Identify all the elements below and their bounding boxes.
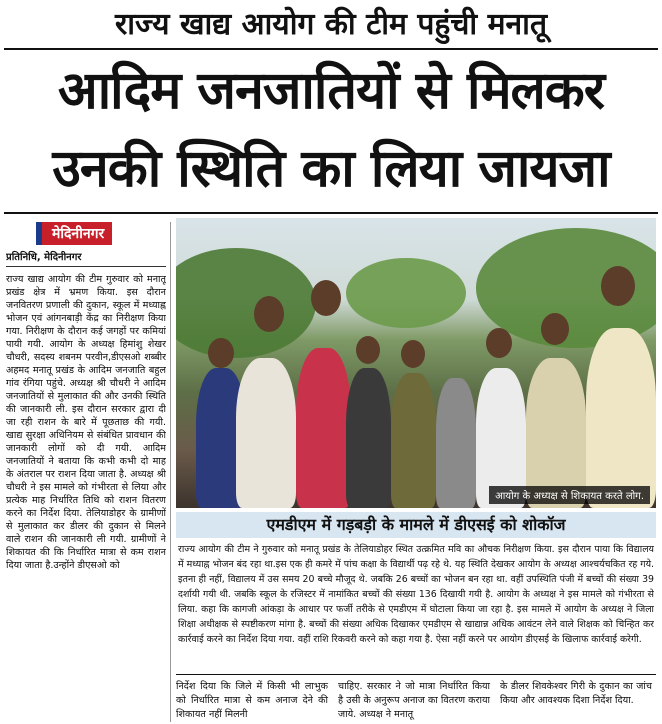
column-text-2: चाहिए. सरकार ने जो मात्रा निर्धारित किया है उसी के अनुरूप अनाज का वितरण कराया जाये. अध्यक्ष ने मनातू	[338, 681, 490, 720]
byline: प्रतिनिधि, मेदिनीनगर	[6, 249, 166, 267]
article-body: राज्य खाद्य आयोग की टीम गुरुवार को मनातू प्रखंड क्षेत्र में भ्रमण किया. इस दौरान जनवितरण प्रणाली की दुकान, स्कूल में मध्याह्न भोजन एवं आंगनबाड़ी केंद्र का निरीक्षण किया गया. निरीक्षण के दौरान कई जगहों पर कमियां पायी गयी. आयोग के अध्यक्ष हिमांशु शेखर चौधरी, सदस्य शबनम परवीन,डीएसओ शब्बीर अहमद मनातू प्रखंड के आदिम जनजाति बहुल गांव रंगिया पहुंचे. अध्यक्ष श्री चौधरी ने आदिम जनजातियों से मुलाकात की और उनकी स्थिति की जानकारी ली. इस दौरान सरकार द्वारा दी जा रही राशन के बारे में पूछताछ की गयी. खाद्य सुरक्षा अधिनियम से संबंधित प्रावधान की जानकारी लोगों को दी गयी. आदिम जनजातियों ने बताया कि कभी कभी दो माह के अंतराल पर राशन दिया जाता है. अध्यक्ष श्री चौधरी ने इस मामले को गंभीरता से लिया और प्रत्येक माह निर्धारित तिथि को राशन वितरण करने का निर्देश दिया. तेलियाडोहर के ग्रामीणों से मुलाकात कर डीलर की दुकान से मिलने वाले राशन की जानकारी ली गयी. ग्रामीणों ने शिकायत की कि निर्धारित मात्रा से कम राशन दिया जाता है.उन्होंने डीएसओ को	[6, 274, 166, 571]
bottom-columns	[176, 680, 656, 724]
divider	[4, 48, 658, 50]
divider	[176, 674, 656, 675]
news-photo	[176, 218, 656, 508]
headline-line-2: उनकी स्थिति का लिया जायजा	[52, 139, 610, 199]
divider	[4, 212, 658, 214]
column-text-1: निर्देश दिया कि जिले में किसी भी लाभुक को निर्धारित मात्रा से कम अनाज देने की शिकायत नहीं मिलनी	[176, 681, 328, 720]
sub-headline: एमडीएम में गड़बड़ी के मामले में डीएसई को शोकॉज	[176, 512, 656, 538]
column-text-3: के डीलर शिवकेश्वर गिरी के दुकान का जांच किया और आवश्यक दिशा निर्देश दिया.	[500, 681, 652, 706]
main-headline	[4, 52, 658, 208]
dateline-badge: मेदिनीनगर	[36, 222, 112, 245]
sub-article-body: राज्य आयोग की टीम ने गुरुवार को मनातू प्रखंड के तेलियाडोहर स्थित उत्क्रमित मवि का औचक निरीक्षण किया. इस दौरान पाया कि विद्यालय में मध्याह्न भोजन बंद रहा था.इस एक ही कमरे में पांच कक्षा के विद्यार्थी पढ़ रहे थे. यह स्थिति देखकर आयोग के अध्यक्ष आश्चर्यचकित रह गये. इतना ही नहीं, विद्यालय में उस समय 20 बच्चे मौजूद थे. जबकि 26 बच्चों का भोजन बन रहा था. वहीं उपस्थिति पंजी में बच्चों की संख्या 39 दर्शायी गयी थी. जबकि स्कूल के रजिस्टर में नामांकित बच्चों की संख्या 136 दिखायी गयी है. आयोग के अध्यक्ष ने इस मामले को गंभीरता से लिया. कहा कि कागजी आंकड़ा के आधार पर फर्जी तरीके से एमडीएम में घोटाला किया जा रहा है. इस मामले में आयोग के अध्यक्ष ने जिला शिक्षा अधीक्षक से स्पष्टीकरण मांगा है. बच्चों की संख्या अधिक दिखाकर एमडीएम से खाद्यान्न अधिक आवंटन लेने वाले शिक्षक को चिन्हित कर कार्रवाई करने का निर्देश दिया गया. वहीं राशि रिकवरी करने को कहा गया है. ऐसा नहीं करने पर आयोग डीएसई के खिलाफ कार्रवाई करेगी.	[178, 544, 654, 645]
column-divider	[170, 222, 171, 722]
photo-caption: आयोग के अध्यक्ष से शिकायत करते लोग.	[489, 486, 650, 504]
headline-line-1: आदिम जनजातियों से मिलकर	[57, 61, 605, 121]
left-column	[6, 222, 166, 722]
kicker-headline: राज्य खाद्य आयोग की टीम पहुंची मनातू	[114, 7, 548, 42]
